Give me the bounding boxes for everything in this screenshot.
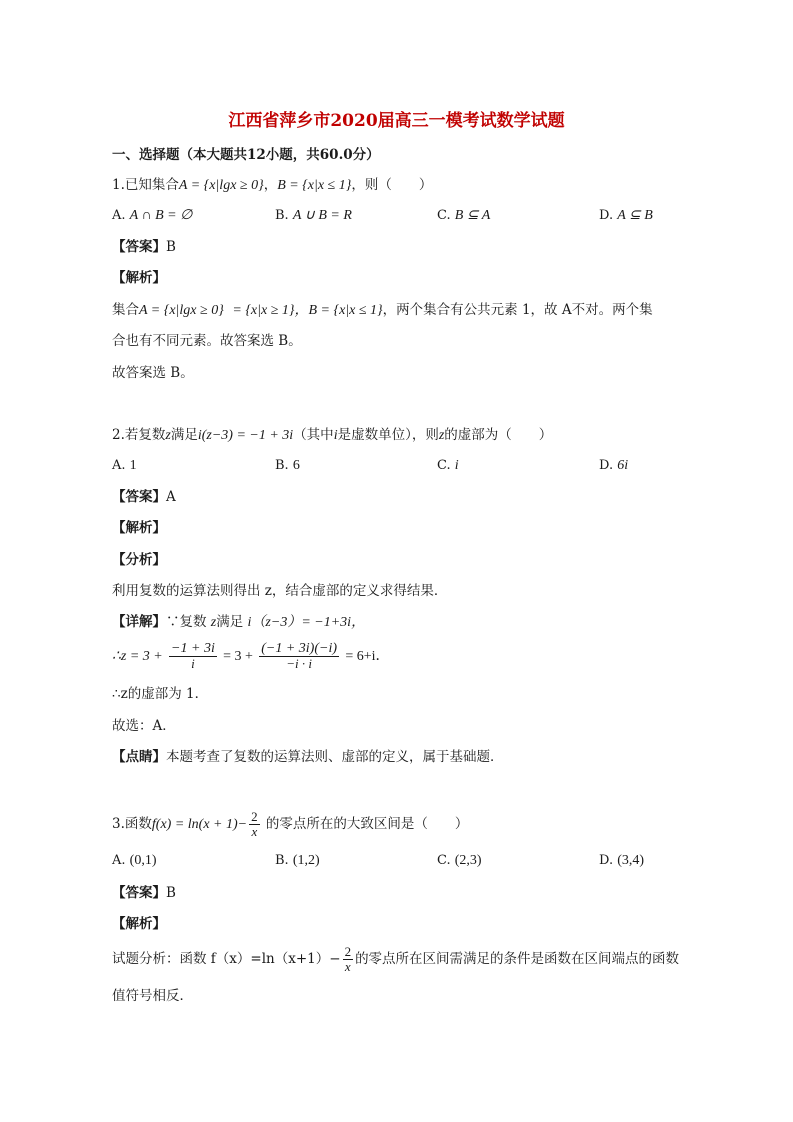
q1-answer: 【答案】B [112,239,176,255]
q2-comment: 【点睛】本题考查了复数的运算法则、虚部的定义，属于基础题． [112,749,504,765]
q2-fenxi-label: 【分析】 [112,552,166,568]
q3-analysis-fraction: $\frac{2}{x}$ [344,944,352,974]
question-1 [112,176,432,195]
q3-option-b: B. (1,2) [275,853,320,868]
q2-option-c: C. i [437,458,459,473]
q2-answer: 【答案】A [112,489,176,505]
q1-option-c: C. B ⊆ A [437,208,491,223]
q2-detail: 【详解】∵复数 z满足 i（z−3）= −1+3i， [112,614,366,630]
q1-option-b: B. A ∪ B = R [275,208,352,223]
q3-answer: 【答案】B [112,885,176,901]
q1-analysis-line-3: 故答案选 B。 [112,365,194,381]
q3-option-a: A. (0,1) [112,853,157,868]
section-heading: 一、选择题（本大题共12小题，共60.0分） [112,147,380,163]
q2-fenxi-text: 利用复数的运算法则得出 z，结合虚部的定义求得结果． [112,583,448,599]
q1-option-a: A. A ∩ B = ∅ [112,208,193,223]
q1-prefix: 1.已知集合 [112,177,179,193]
q2-analysis-label: 【解析】 [112,520,166,536]
q1-analysis-line-1: 集合A = {x|lgx ≥ 0} = {x|x ≥ 1}，B = {x|x ≤ 1}，两个集合有公共元素 1，故 A不对。两个集 [112,302,653,318]
q1-suffix: ，则（ ） [351,177,433,193]
question-3: 3.函数f(x) = ln(x + 1)− $\frac{2}{x}$ 的零点所在的大致区间是（ ） [112,809,469,839]
q1-set-a: A = {x|lgx ≥ 0} [178,178,264,193]
page-title: 江西省萍乡市2020届高三一模考试数学试题 [228,111,565,131]
q3-analysis-line-2: 值符号相反． [112,988,193,1004]
q2-choice: 故选：A． [112,718,176,734]
q2-option-d: D. 6i [599,458,629,473]
q2-conclusion: ∴z的虚部为 1． [112,686,209,702]
q2-fraction-1: $\frac{-1 + 3i}{i}$ [171,641,215,671]
q3-analysis-label: 【解析】 [112,916,166,932]
q3-option-c: C. (2,3) [437,853,482,868]
q3-option-d: D. (3,4) [599,853,645,868]
q1-analysis-line-2: 合也有不同元素。故答案选 B。 [112,333,302,349]
q1-analysis-label: 【解析】 [112,270,166,286]
q2-fraction-2: $\frac{(-1 + 3i)(-i)}{-i \cdot i}$ [261,641,338,671]
q3-fraction: $\frac{2}{x}$ [251,809,258,839]
q3-analysis-line-1: 试题分析：函数 f（x）=ln（x+1）− $\frac{2}{x}$ 的零点所在区间需满足的条件是函数在区间端点的函数 [112,944,680,974]
q2-option-b: B. 6 [275,458,300,473]
q1-set-b: B = {x|x ≤ 1} [277,178,352,193]
q1-sep: ， [263,177,278,193]
q1-option-d: D. A ⊆ B [599,208,653,223]
q2-option-a: A. 1 [112,458,137,473]
q2-derivation: ∴z = 3 + $\frac{-1 + 3i}{i}$ = 3 + $\frac{(-1 + 3i)(-i)}{-i \cdot i}$ = 6+i． [112,641,390,671]
question-2: 2.若复数z满足i(z−3) = −1 + 3i（其中i是虚数单位），则z的虚部为（ ） [112,427,553,443]
